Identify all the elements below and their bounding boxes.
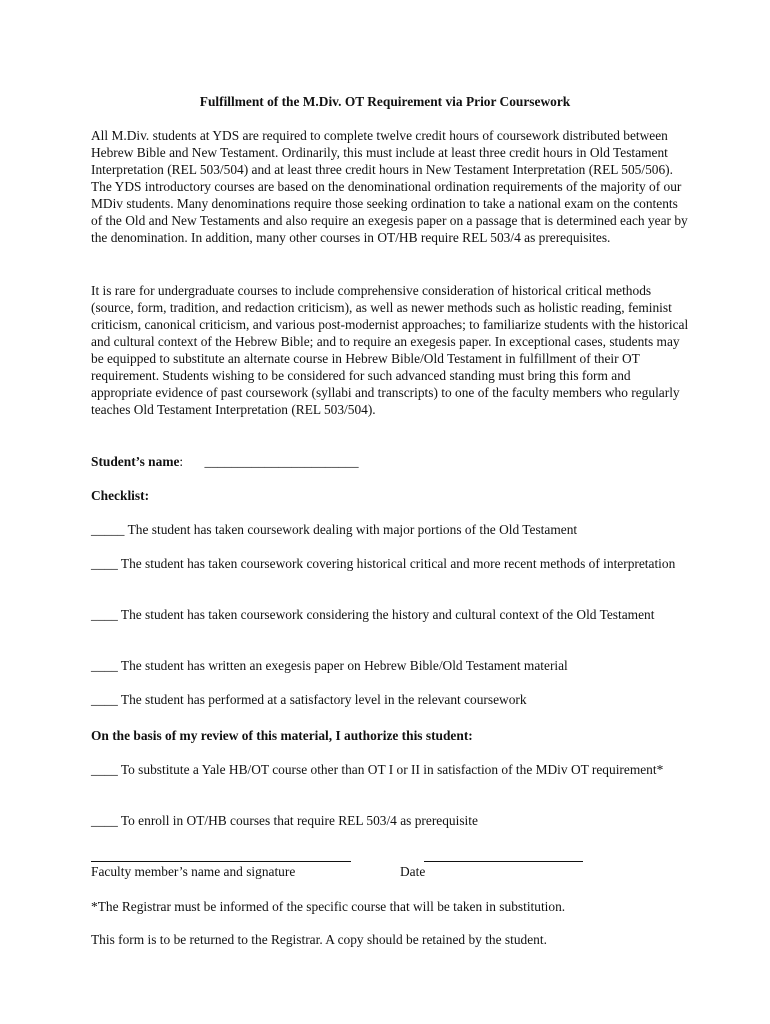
faculty-signature-line[interactable] <box>91 861 351 862</box>
document-title: Fulfillment of the M.Div. OT Requirement via Prior Coursework <box>199 94 571 109</box>
student-name-colon: : <box>179 454 184 469</box>
authorize-item <box>91 761 689 778</box>
checklist-item <box>91 606 689 623</box>
authorize-item <box>91 812 689 829</box>
checklist-blank[interactable]: _____ <box>91 522 125 537</box>
intro-paragraph: All M.Div. students at YDS are required to complete twelve credit hours of coursework distributed between Hebrew Bible and New Testament. Ordinarily, this must include at least three credit hours in Old Testament Interpretation (REL 503/504) and at least three credit hours in New Testament Interpretation (REL 505/506). The YDS introductory courses are based on the denominational ordination requirements of the majority of our MDiv students. Many denominations require those seeking ordination to take a national exam on the contents of the Old and New Testaments and also require an exegesis paper on a passage that is determined each year by the denomination. In addition, many other courses in OT/HB require REL 503/4 as prerequisites. <box>91 128 688 245</box>
checklist-blank[interactable]: ____ <box>91 556 118 571</box>
return-form-note: This form is to be returned to the Registrar. A copy should be retained by the student. <box>91 932 547 947</box>
checklist-text: The student has written an exegesis paper on Hebrew Bible/Old Testament material <box>120 658 568 673</box>
checklist-text: The student has performed at a satisfactory level in the relevant coursework <box>120 692 527 707</box>
requirements-paragraph: It is rare for undergraduate courses to include comprehensive consideration of historical critical methods (source, form, tradition, and redaction criticism), as well as newer methods such as holistic reading, feminist criticism, canonical criticism, and various post-modernist approaches; to familiarize students with the historical and cultural context of the Hebrew Bible; and to require an exegesis paper. In exceptional cases, students may be equipped to substitute an alternate course in Hebrew Bible/Old Testament in fulfillment of their OT requirement. Students wishing to be considered for such advanced standing must bring this form and appropriate evidence of past coursework (syllabi and transcripts) to one of the faculty members who regularly teaches Old Testament Interpretation (REL 503/504). <box>91 283 689 417</box>
registrar-note: *The Registrar must be informed of the specific course that will be taken in substitution. <box>91 899 566 914</box>
checklist-item <box>91 521 689 538</box>
checklist-item <box>91 555 689 572</box>
checklist-blank[interactable]: ____ <box>91 692 118 707</box>
date-signature-line[interactable] <box>424 861 583 862</box>
student-name-label: Student’s name <box>91 454 180 469</box>
checklist-text: The student has taken coursework covering historical critical and more recent methods of interpretation <box>120 556 676 571</box>
authorize-blank[interactable]: ____ <box>91 762 118 777</box>
checklist-text: The student has taken coursework considering the history and cultural context of the Old Testament <box>120 607 655 622</box>
student-name-field[interactable]: _______________________ <box>204 454 359 469</box>
authorize-blank[interactable]: ____ <box>91 813 118 828</box>
faculty-signature-label: Faculty member’s name and signature <box>91 864 296 879</box>
authorize-heading: On the basis of my review of this material, I authorize this student: <box>91 728 473 743</box>
checklist-blank[interactable]: ____ <box>91 607 118 622</box>
checklist-item <box>91 657 689 674</box>
authorize-text: To enroll in OT/HB courses that require REL 503/4 as prerequisite <box>120 813 478 828</box>
checklist-text: The student has taken coursework dealing with major portions of the Old Testament <box>127 522 578 537</box>
student-name-row <box>91 453 689 470</box>
authorize-text: To substitute a Yale HB/OT course other than OT I or II in satisfaction of the MDiv OT requirement* <box>120 762 664 777</box>
date-label: Date <box>400 864 426 879</box>
checklist-heading: Checklist: <box>91 488 150 503</box>
checklist-blank[interactable]: ____ <box>91 658 118 673</box>
checklist-item <box>91 691 689 708</box>
